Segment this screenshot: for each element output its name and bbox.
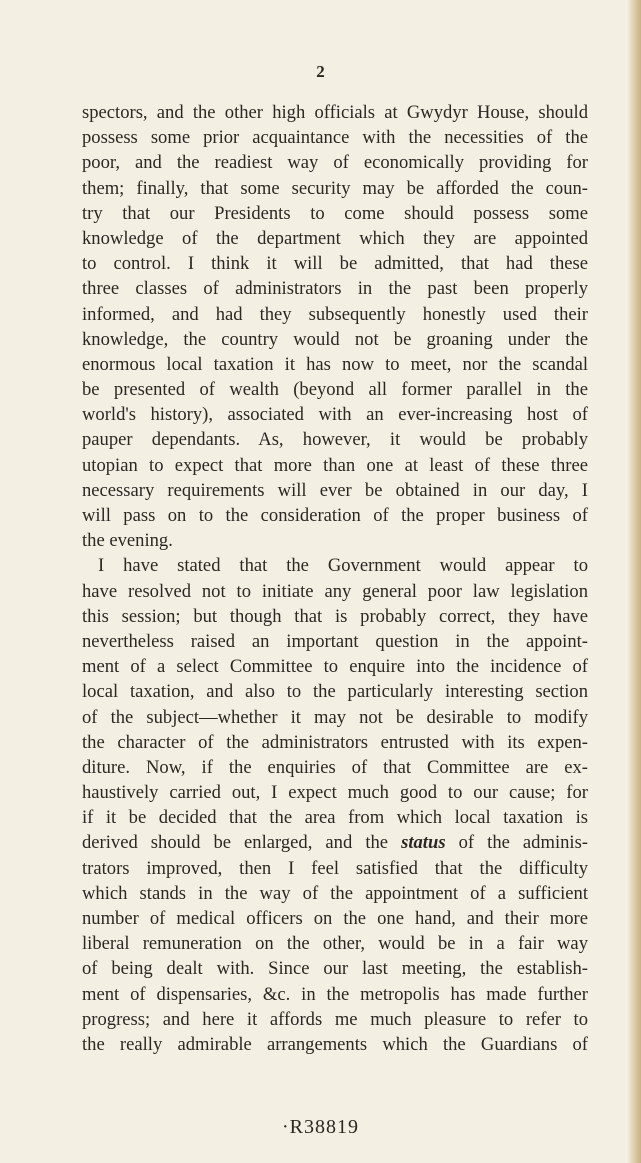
text-line: which stands in the way of the appointment of a sufficient [82, 882, 588, 904]
text-line: possess some prior acquaintance with the necessities of the [82, 127, 588, 149]
text-line: I have stated that the Government would appear to [98, 555, 588, 577]
text-line: spectors, and the other high officials at Gwydyr House, should [82, 102, 588, 123]
text-line: poor, and the readiest way of economically providing for [82, 152, 588, 174]
text-line: utopian to expect that more than one at least of these three [82, 454, 588, 476]
page-number: 2 [316, 62, 325, 81]
text-line: necessary requirements will ever be obtained in our day, I [82, 479, 588, 501]
text-line: diture. Now, if the enquiries of that Committee are ex- [82, 756, 588, 778]
text-line: trators improved, then I feel satisfied that the difficulty [82, 857, 588, 879]
text-line: liberal remuneration on the other, would be in a fair way [82, 933, 588, 955]
text-line: the really admirable arrangements which the Guardians of [82, 1033, 588, 1055]
text-line: knowledge of the department which they are appointed [82, 227, 588, 249]
text-line: have resolved not to initiate any general poor law legislation [82, 580, 588, 602]
text-line: progress; and here it affords me much pleasure to refer to [82, 1008, 588, 1030]
text-line: ment of a select Committee to enquire into the incidence of [82, 656, 588, 678]
text-line: if it be decided that the area from which local taxation is [82, 807, 588, 829]
text-line: try that our Presidents to come should possess some [82, 202, 588, 224]
text-line: haustively carried out, I expect much good to our cause; for [82, 782, 588, 804]
text-line: of being dealt with. Since our last meeting, the establish- [82, 958, 588, 980]
text-line: knowledge, the country would not be groaning under the [82, 328, 588, 350]
text-segment: of the adminis- [445, 832, 588, 854]
emphasized-word-status: status [401, 832, 446, 854]
text-line: the evening. [82, 530, 173, 552]
text-line: this session; but though that is probably correct, they have [82, 605, 588, 627]
text-line: pauper dependants. As, however, it would be probably [82, 429, 588, 451]
text-line: be presented of wealth (beyond all former parallel in the [82, 379, 588, 401]
text-line-with-emphasis [82, 830, 588, 855]
page-edge-shadow [627, 0, 641, 1163]
catalog-stamp: ·R38819 [282, 1116, 359, 1138]
text-line: them; finally, that some security may be afforded the coun- [82, 177, 588, 199]
text-segment: derived should be enlarged, and the [82, 832, 389, 854]
text-line: to control. I think it will be admitted, that had these [82, 253, 588, 275]
text-line: nevertheless raised an important question in the appoint- [82, 630, 588, 652]
text-line: local taxation, and also to the particularly interesting section [82, 681, 588, 703]
text-line: ment of dispensaries, &c. in the metropolis has made further [82, 983, 588, 1005]
text-line: number of medical officers on the one hand, and their more [82, 908, 588, 929]
body-text [82, 100, 588, 1057]
text-line: enormous local taxation it has now to meet, nor the scandal [82, 353, 588, 375]
text-line: the character of the administrators entrusted with its expen- [82, 731, 588, 753]
text-line: world's history), associated with an ever-increasing host of [82, 404, 588, 426]
text-line: will pass on to the consideration of the proper business of [82, 505, 588, 526]
text-line: informed, and had they subsequently honestly used their [82, 303, 588, 325]
text-line: three classes of administrators in the past been properly [82, 278, 588, 300]
text-line: of the subject—whether it may not be desirable to modify [82, 706, 588, 728]
